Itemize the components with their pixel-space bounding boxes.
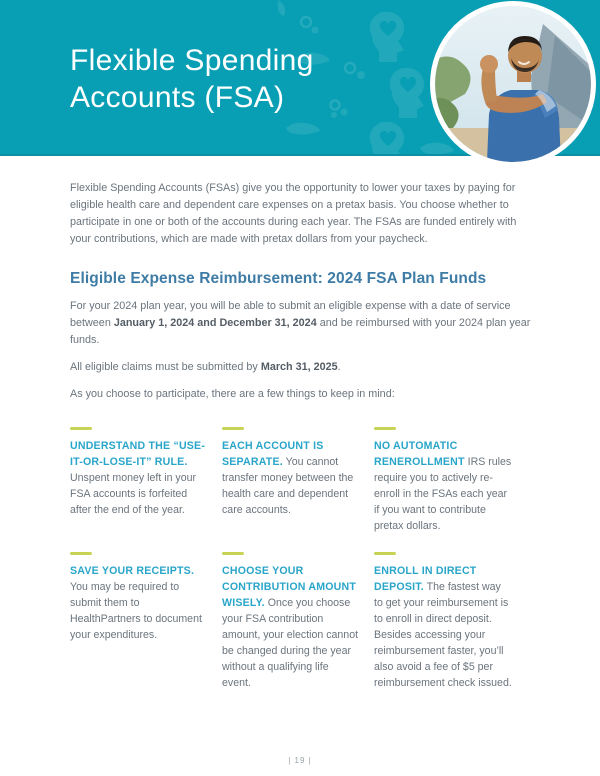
tip-body: Once you choose your FSA contribution amount, your election cannot be changed during the year without a qualifying life event. (222, 597, 359, 689)
page-title (70, 42, 314, 116)
tip-body: You cannot transfer money between the health care and dependent care accounts. (222, 456, 354, 516)
intro-paragraph: Flexible Spending Accounts (FSAs) give you the opportunity to lower your taxes by paying for eligible health care and dependent care expenses on a pretax basis. You choose whether to participate in one or both of the accounts during each year. The FSAs are funded entirely with your contributions, which are made with pretax dollars from your paycheck. (70, 182, 517, 245)
tip-heading: ENROLL IN DIRECT DEPOSIT. (374, 565, 477, 593)
page-title-line-1: Flexible Spending (70, 44, 314, 77)
tips-grid (70, 427, 536, 691)
hand-icon (286, 123, 320, 135)
plan-year-dates: January 1, 2024 and December 31, 2024 (113, 317, 317, 329)
page-number: | 19 | (288, 756, 312, 765)
keep-in-mind-paragraph: As you choose to participate, there are a few things to keep in mind: (70, 388, 395, 400)
plan-year-text-suffix: and be reimbursed with your 2024 plan year funds. (70, 317, 531, 346)
header-banner (0, 0, 600, 156)
claims-deadline-paragraph (70, 359, 536, 376)
coin-circles-icon (301, 17, 319, 34)
accent-dash (222, 427, 244, 430)
head-with-heart-icon (370, 122, 404, 154)
tip-no-auto-reenrollment (374, 427, 512, 534)
tip-heading: NO AUTOMATIC RENEROLLMENT (374, 440, 465, 468)
hand-icon (420, 143, 454, 154)
tip-body: The fastest way to get your reimbursement is to enroll in direct deposit. Besides accessing your reimbursement faster, you’ll also avoid a fee of $5 per reimbursement check issued. (374, 581, 512, 689)
tip-direct-deposit (374, 552, 512, 691)
coin-circles-icon (331, 101, 348, 119)
accent-dash (70, 552, 92, 555)
tip-use-it-or-lose-it (70, 427, 208, 534)
claims-deadline-date: March 31, 2025 (260, 361, 338, 373)
plan-year-text: For your 2024 plan year, you will be able to submit an eligible expense with a date of service between (70, 300, 511, 329)
page-content (70, 180, 536, 691)
tip-heading: UNDERSTAND THE “USE-IT-OR-LOSE-IT” RULE. (70, 440, 206, 468)
head-with-heart-icon (370, 12, 404, 62)
claims-deadline-text: All eligible claims must be submitted by (70, 361, 261, 373)
leaf-icon (278, 0, 286, 16)
page-title-line-2: Accounts (FSA) (70, 81, 285, 114)
accent-dash (222, 552, 244, 555)
plan-year-paragraph (70, 298, 536, 349)
tip-choose-contribution (222, 552, 360, 691)
tip-save-receipts (70, 552, 208, 691)
tip-heading: SAVE YOUR RECEIPTS. (70, 565, 195, 577)
claims-deadline-period: . (337, 361, 341, 373)
tip-heading: CHOOSE YOUR CONTRIBUTION AMOUNT WISELY. (222, 565, 357, 609)
tip-accounts-separate (222, 427, 360, 534)
tip-body: Unspent money left in your FSA accounts is forfeited after the end of the year. (70, 472, 197, 516)
accent-dash (374, 552, 396, 555)
accent-dash (374, 427, 396, 430)
tip-body: IRS rules require you to actively re-enroll in the FSAs each year if you want to contribute pretax dollars. (374, 456, 512, 532)
tip-heading: EACH ACCOUNT IS SEPARATE. (222, 440, 324, 468)
accent-dash (70, 427, 92, 430)
section-heading: Eligible Expense Reimbursement: 2024 FSA Plan Funds (70, 270, 487, 287)
head-with-heart-icon (390, 68, 424, 118)
coin-circles-icon (345, 63, 365, 79)
tip-body: You may be required to submit them to HealthPartners to document your expenditures. (70, 581, 202, 641)
smiling-man-stretching-photo (430, 1, 596, 167)
